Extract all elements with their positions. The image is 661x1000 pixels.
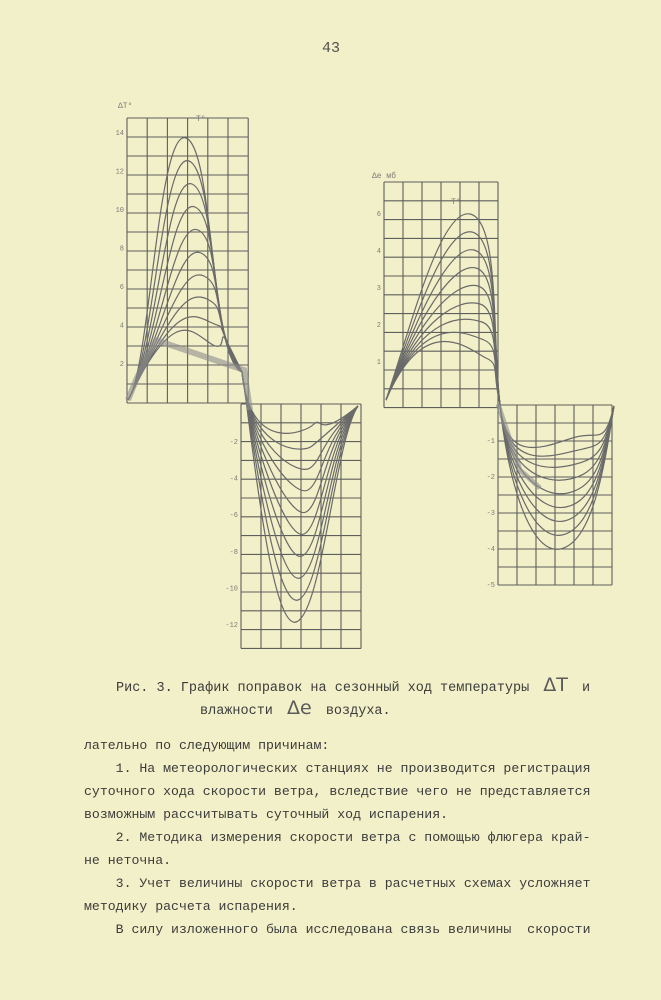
left-upper-tick: 10 (115, 207, 124, 215)
right-chart (377, 182, 614, 590)
left-lower-tick: -8 (229, 548, 238, 557)
text-line-2: 1. На метеорологических станциях не производится регистрация (84, 761, 591, 776)
left-upper-tick: 6 (119, 284, 124, 292)
delta-e-symbol: Δe (287, 697, 312, 719)
text-line-9: В силу изложенного была исследована связь величины скорости (84, 922, 591, 937)
right-lower-tick: -4 (486, 546, 495, 554)
right-lower-tick: -5 (486, 582, 495, 590)
right-upper-tick: 1 (376, 359, 381, 367)
left-curves (128, 138, 358, 623)
caption-text-2a: влажности (200, 704, 273, 719)
left-lower-tick: -6 (229, 512, 238, 521)
left-upper-tick: 8 (119, 245, 124, 254)
right-y-axis-label: Δe мб (372, 172, 397, 181)
right-upper-tick: 3 (376, 285, 381, 293)
right-upper-tick: 6 (376, 211, 381, 219)
left-lower-tick: -12 (225, 622, 238, 630)
left-curve-label: T° (196, 115, 206, 124)
page-number: 43 (322, 40, 341, 57)
text-line-1: лательно по следующим причинам: (84, 738, 330, 753)
delta-t-symbol: ΔT (543, 674, 568, 696)
right-upper-grid (384, 182, 498, 408)
caption-conj: и (582, 681, 591, 696)
caption-text-2b: воздуха. (325, 704, 391, 719)
right-lower-tick: -3 (486, 510, 495, 518)
left-upper-tick: 14 (115, 130, 124, 138)
left-upper-tick: 4 (119, 322, 124, 331)
caption-line-2 (200, 697, 391, 719)
right-lower-tick: -1 (486, 438, 495, 446)
left-lower-tick: -4 (229, 475, 238, 484)
left-chart (116, 118, 361, 648)
right-curves (386, 214, 614, 550)
left-y-axis-label: ΔT° (118, 102, 133, 111)
caption-line-1 (116, 674, 590, 696)
right-curve-label: T° (451, 198, 461, 207)
left-upper-tick: 12 (115, 168, 124, 177)
left-lower-tick: -10 (225, 585, 238, 594)
right-upper-tick: 4 (376, 248, 381, 256)
left-upper-tick: 2 (119, 361, 124, 369)
text-line-7: 3. Учет величины скорости ветра в расчетных схемах усложняет (84, 876, 591, 891)
caption-text-1: Рис. 3. График поправок на сезонный ход температуры (116, 681, 530, 696)
right-lower-tick: -2 (486, 474, 495, 482)
text-line-4: возможным рассчитывать суточный ход испарения. (84, 807, 449, 822)
right-upper-tick: 2 (376, 322, 381, 330)
text-line-5: 2. Методика измерения скорости ветра с помощью флюгера край- (84, 830, 591, 845)
text-line-8: методику расчета испарения. (84, 899, 298, 914)
text-line-6: не неточна. (84, 853, 172, 868)
left-lower-tick: -2 (229, 439, 238, 447)
text-line-3: суточного хода скорости ветра, вследствие чего не представляется (84, 784, 591, 799)
